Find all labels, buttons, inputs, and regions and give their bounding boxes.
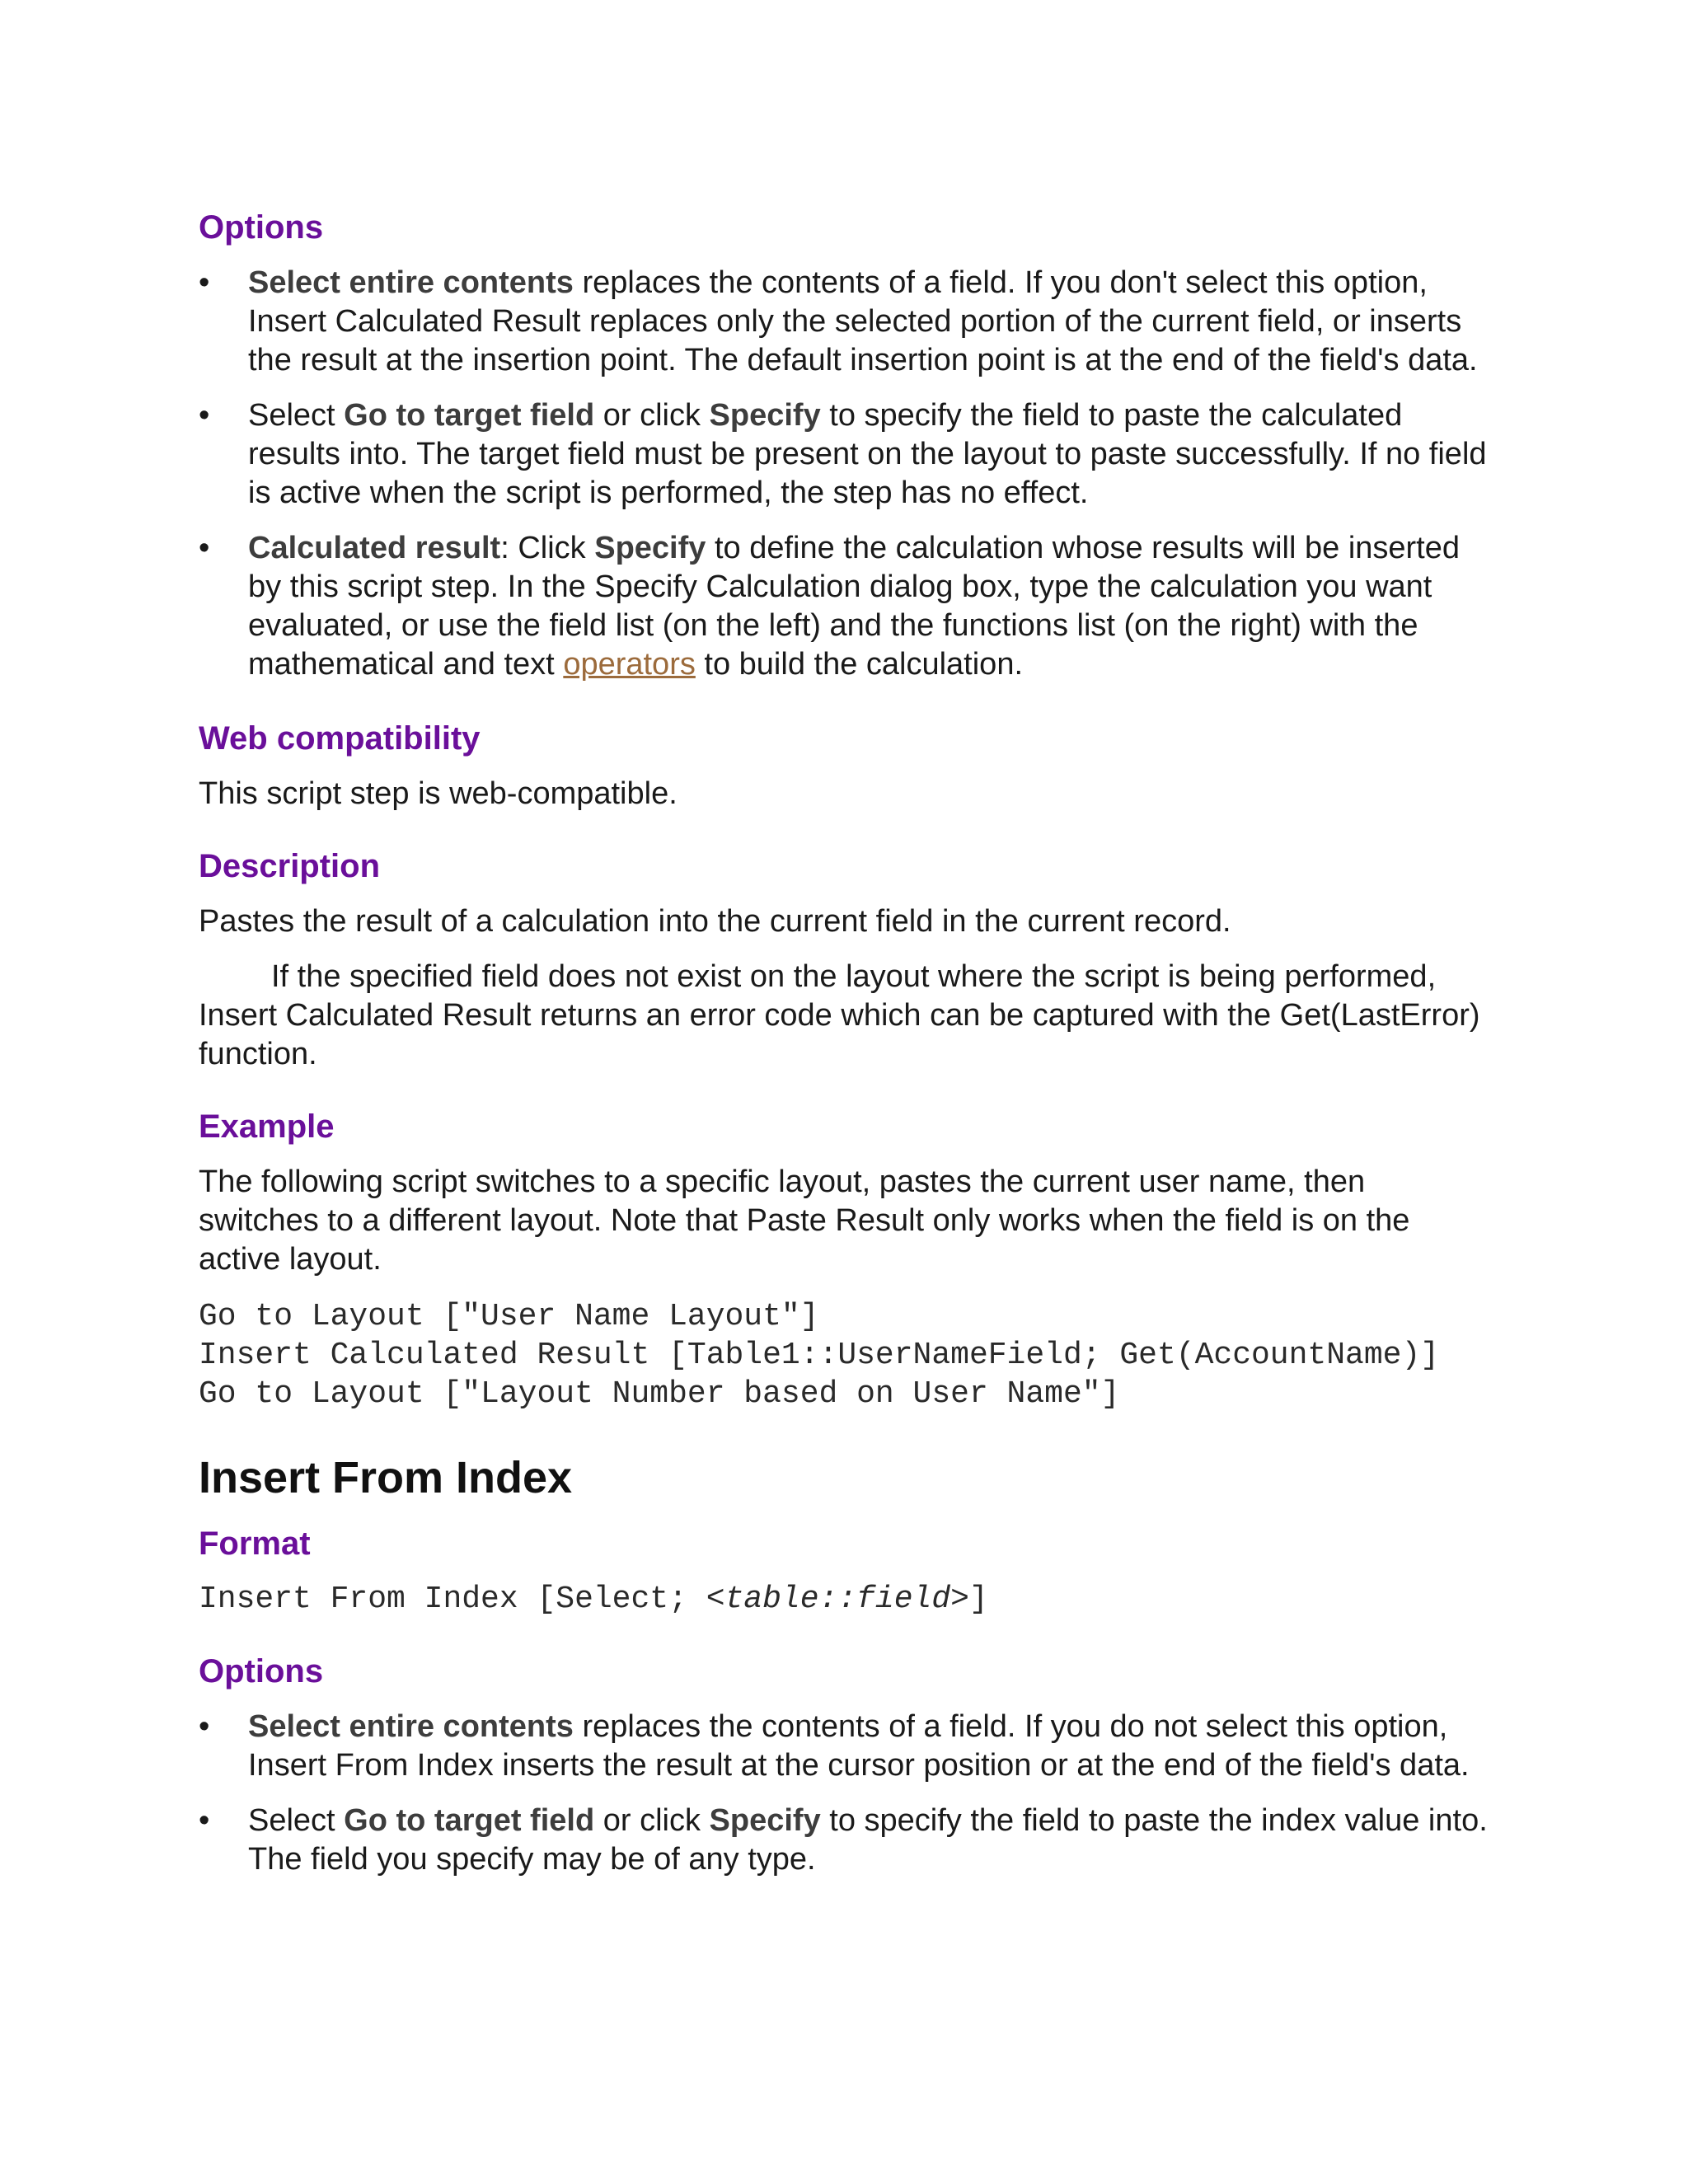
code-block [199,1297,1493,1413]
description-text: Pastes the result of a calculation into the current field in the current record. [199,904,1231,939]
format-code-param: <table::field> [706,1582,969,1617]
section-title: Insert From Index [199,1453,573,1502]
options-list-2 [199,1708,1493,1879]
list-item [199,264,1493,380]
option-name: Go to target field [344,1803,595,1838]
format-heading: Format [199,1526,311,1562]
format-code [199,1580,1493,1619]
bullet-icon: • [199,265,210,300]
code-line: Go to Layout ["Layout Number based on User Name"] [199,1376,1120,1412]
list-item [199,529,1493,684]
option-text: Select [248,398,345,433]
option-name: Calculated result [248,531,501,565]
bullet-icon: • [199,531,210,565]
option-name: Specify [594,531,706,565]
option-name: Go to target field [344,398,595,433]
option-text: to build the calculation. [695,647,1024,682]
code-line: Go to Layout ["User Name Layout"] [199,1299,819,1334]
description-note: If the specified field does not exist on the layout where the script is being performed, Insert Calculated Result returns an error code which can be captured with the Get(LastError) function. [199,959,1480,1071]
option-text: replaces the contents of a field. If you do not select this option, Insert From Index inserts the result at the cursor position or at the end of the field's data. [248,1709,1470,1783]
option-text: to specify the field to paste the index value into. The field you specify may be of any type. [248,1803,1488,1877]
option-text: or click [594,398,710,433]
example-text: The following script switches to a specific layout, pastes the current user name, then switches to a different layout. Note that Paste Result only works when the field is on the active layout. [199,1165,1410,1277]
example-heading: Example [199,1108,335,1145]
option-text: Select [248,1803,345,1838]
options-list [199,264,1493,684]
format-code-prefix: Insert From Index [Select; [199,1582,706,1617]
option-text: to specify the field to paste the calculated results into. The target field must be present on the layout to paste successfully. If no field is active when the script is performed, the step has no effect. [248,398,1487,510]
list-item [199,1708,1493,1785]
web-compatibility-heading: Web compatibility [199,720,481,757]
option-text: or click [594,1803,710,1838]
option-text: replaces the contents of a field. If you don't select this option, Insert Calculated Result replaces only the selected portion of the current field, or inserts the result at the insertion point. The default insertion point is at the end of the field's data. [248,265,1478,377]
page-content [199,208,1493,1896]
option-text: to define the calculation whose results will be inserted by this script step. In the Specify Calculation dialog box, type the calculation you want evaluated, or use the field list (on the left) and the functions list (on the right) with the mathematical and text [248,531,1461,682]
description-heading: Description [199,848,381,884]
option-name: Specify [709,1803,821,1838]
bullet-icon: • [199,1709,210,1744]
operators-link[interactable]: operators [563,647,696,682]
code-line: Insert Calculated Result [Table1::UserNameField; Get(AccountName)] [199,1338,1440,1373]
bullet-icon: • [199,398,210,433]
option-name: Specify [709,398,821,433]
option-text: : Click [500,531,595,565]
web-compatibility-text: This script step is web-compatible. [199,776,678,811]
bullet-icon: • [199,1803,210,1838]
list-item [199,396,1493,513]
option-name: Select entire contents [248,265,574,300]
options-heading: Options [199,209,324,246]
list-item [199,1802,1493,1879]
format-code-suffix: ] [968,1582,988,1617]
option-name: Select entire contents [248,1709,574,1744]
options-heading-2: Options [199,1653,324,1690]
